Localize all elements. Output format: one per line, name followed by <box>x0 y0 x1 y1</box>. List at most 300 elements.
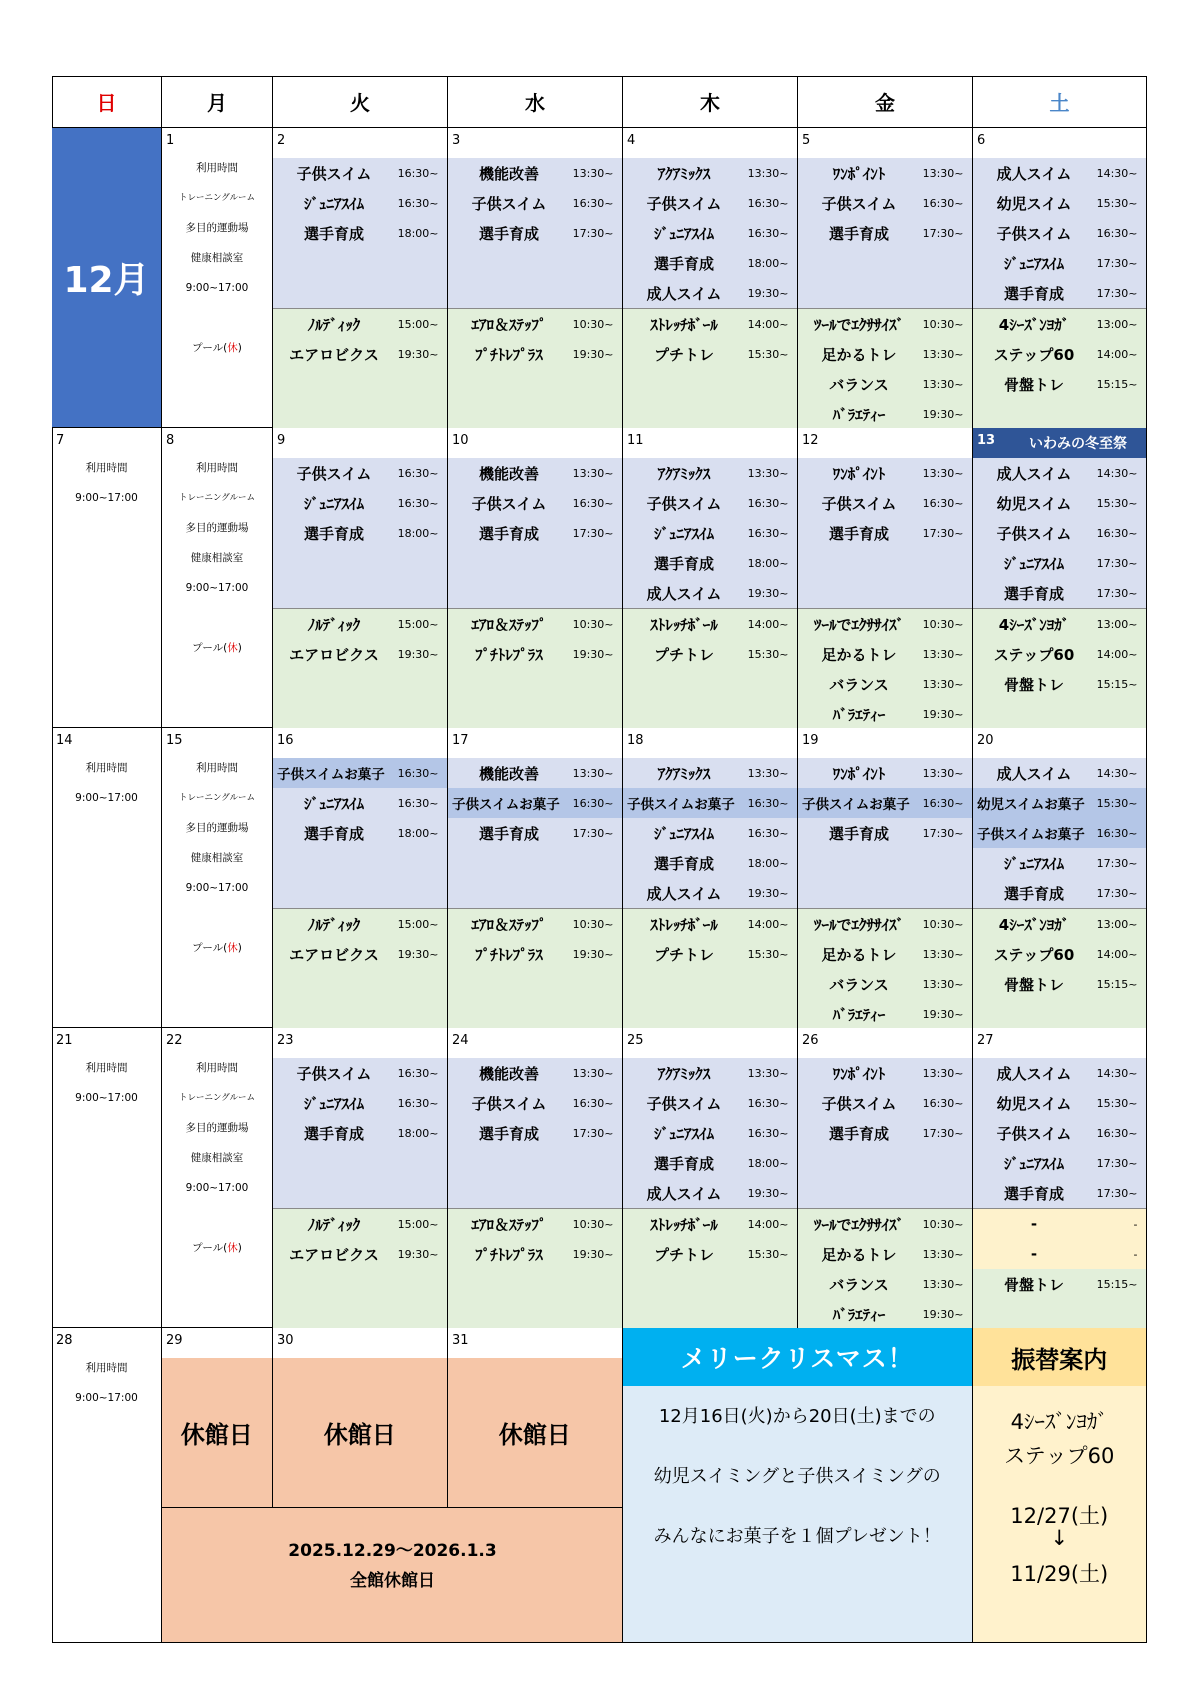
class-name: ｱｸｱﾐｯｸｽ <box>657 1064 711 1083</box>
class-time: 16:30~ <box>397 796 439 810</box>
class-time: 13:30~ <box>922 1247 964 1261</box>
day-cell-sun <box>52 128 162 428</box>
day-number: 18 <box>627 733 644 748</box>
pool-label: プール( <box>192 342 228 354</box>
hours-value: 9:00~17:00 <box>75 792 138 804</box>
class-time: 19:30~ <box>572 947 614 961</box>
class-name: 機能改善 <box>478 1064 539 1083</box>
class-time: 13:30~ <box>922 1277 964 1291</box>
class-time: 17:30~ <box>922 826 964 840</box>
schedule-row <box>973 548 1146 578</box>
day-cell-fri <box>798 428 973 728</box>
class-name: 選手育成 <box>828 224 889 243</box>
class-name: ｴｱﾛ＆ｽﾃｯﾌﾟ <box>471 615 547 634</box>
schedule-block <box>623 758 797 908</box>
facility-hours-line: トレーニングルーム <box>178 793 256 803</box>
class-time: 17:30~ <box>1096 856 1138 870</box>
class-time: 17:30~ <box>922 226 964 240</box>
class-name: 選手育成 <box>1003 1184 1064 1203</box>
class-name: ｴｱﾛ＆ｽﾃｯﾌﾟ <box>471 915 547 934</box>
schedule-row <box>448 188 622 218</box>
class-name: バランス <box>829 1275 889 1294</box>
class-time: 14:00~ <box>747 1217 789 1231</box>
schedule-row <box>273 909 447 939</box>
schedule-block <box>448 608 622 728</box>
class-name: 骨盤トレ <box>1003 975 1064 994</box>
class-time: 16:30~ <box>397 1096 439 1110</box>
class-name: ﾉﾙﾃﾞｨｯｸ <box>307 1215 361 1234</box>
class-name: 4ｼｰｽﾞﾝﾖｶﾞ <box>998 315 1070 334</box>
day-cell-sat <box>973 428 1147 728</box>
day-number: 25 <box>627 1033 644 1048</box>
schedule-row <box>973 458 1146 488</box>
day-number: 17 <box>452 733 469 748</box>
class-time: 17:30~ <box>572 826 614 840</box>
schedule-row <box>623 609 797 639</box>
schedule-row <box>798 669 972 699</box>
hours-label: 利用時間 <box>85 1362 128 1374</box>
schedule-row <box>973 188 1146 218</box>
schedule-row <box>448 909 622 939</box>
class-name: 機能改善 <box>478 464 539 483</box>
class-name: ｴｱﾛ＆ｽﾃｯﾌﾟ <box>471 315 547 334</box>
day-number: 27 <box>977 1033 994 1048</box>
class-time: 16:30~ <box>922 496 964 510</box>
day-number: 2 <box>277 133 286 148</box>
class-name: 足かるトレ <box>821 945 897 964</box>
facility-hours-line: 利用時間 <box>196 162 238 174</box>
class-time: 14:00~ <box>1096 347 1138 361</box>
schedule-block <box>798 158 972 308</box>
class-time: 10:30~ <box>572 317 614 331</box>
pool-status <box>162 933 272 963</box>
class-name: 子供スイム <box>821 194 897 213</box>
class-name: 成人スイム <box>996 464 1072 483</box>
class-time: 16:30~ <box>397 766 439 780</box>
schedule-block <box>798 758 972 908</box>
class-name: ﾉﾙﾃﾞｨｯｸ <box>307 615 361 634</box>
class-time: 16:30~ <box>1096 1126 1138 1140</box>
pool-label: プール( <box>192 1242 228 1254</box>
class-time: 16:30~ <box>747 526 789 540</box>
day-cell-sun <box>52 1028 162 1328</box>
schedule-row <box>798 339 972 369</box>
class-name: ﾉﾙﾃﾞｨｯｸ <box>307 915 361 934</box>
facility-hours-line: 9:00~17:00 <box>185 282 249 294</box>
class-name: 子供スイムお菓子 <box>802 797 910 813</box>
schedule-row <box>798 1058 972 1088</box>
schedule-row <box>623 548 797 578</box>
class-time: 15:00~ <box>397 917 439 931</box>
class-name: ステップ60 <box>993 945 1075 964</box>
pool-status <box>162 633 272 663</box>
schedule-row <box>448 488 622 518</box>
day-cell-sun <box>52 428 162 728</box>
facility-hours-line: 健康相談室 <box>190 252 244 264</box>
class-time: 10:30~ <box>922 917 964 931</box>
class-time: 15:15~ <box>1096 1277 1138 1291</box>
schedule-block <box>623 458 797 608</box>
facility-hours-line: 健康相談室 <box>190 852 244 864</box>
schedule-block <box>273 308 447 428</box>
facility-hours-line: 9:00~17:00 <box>185 1182 249 1194</box>
schedule-row <box>623 848 797 878</box>
class-name: ﾂｰﾙでｴｸｻｻｲｽﾞ <box>813 915 904 934</box>
class-time: 18:00~ <box>397 226 439 240</box>
class-time: 10:30~ <box>572 617 614 631</box>
day-cell-fri <box>798 728 973 1028</box>
class-name: バランス <box>829 375 889 394</box>
day-cell-sun <box>52 1328 162 1643</box>
class-name: ﾊﾞﾗｴﾃｨｰ <box>832 1305 886 1324</box>
closed-day: 休館日 <box>448 1358 622 1507</box>
class-time: 13:30~ <box>922 977 964 991</box>
schedule-row <box>798 639 972 669</box>
schedule-row <box>973 369 1146 399</box>
day-cell-fri <box>798 128 973 428</box>
class-name: バランス <box>829 675 889 694</box>
class-time: 17:30~ <box>572 1126 614 1140</box>
class-time: 16:30~ <box>572 196 614 210</box>
facility-hours-line: 利用時間 <box>196 462 238 474</box>
class-name: ｱｸｱﾐｯｸｽ <box>657 464 711 483</box>
class-time: 17:30~ <box>922 526 964 540</box>
pool-closed-mark: 休 <box>227 1242 238 1254</box>
schedule-row <box>973 339 1146 369</box>
day-cell-sat <box>973 128 1147 428</box>
schedule-row <box>273 1209 447 1239</box>
class-time: 13:30~ <box>922 947 964 961</box>
christmas-body <box>623 1386 972 1642</box>
class-time: 17:30~ <box>922 1126 964 1140</box>
schedule-row <box>448 1058 622 1088</box>
class-time: 15:15~ <box>1096 677 1138 691</box>
class-name: 選手育成 <box>828 1124 889 1143</box>
schedule-row <box>273 788 447 818</box>
schedule-row <box>973 488 1146 518</box>
class-name: 子供スイム <box>821 1094 897 1113</box>
makeup-line: ↓ <box>1050 1526 1069 1550</box>
closure-range: 2025.12.29～2026.1.3 <box>288 1541 497 1561</box>
day-number: 21 <box>56 1033 73 1048</box>
schedule-block <box>798 458 972 608</box>
schedule-block <box>623 308 797 428</box>
class-time: 14:00~ <box>1096 947 1138 961</box>
day-cell-tue <box>273 728 448 1028</box>
day-number: 14 <box>56 733 73 748</box>
class-time: 19:30~ <box>572 647 614 661</box>
class-time: 10:30~ <box>922 617 964 631</box>
schedule-row <box>448 458 622 488</box>
weekday-header: 金 <box>798 76 973 128</box>
class-name: ｼﾞｭﾆｱｽｲﾑ <box>653 224 714 243</box>
class-name: 選手育成 <box>303 224 364 243</box>
schedule-block <box>623 608 797 728</box>
class-name: 選手育成 <box>828 524 889 543</box>
schedule-block <box>623 908 797 1028</box>
closed-day: 休館日 <box>273 1358 447 1507</box>
schedule-row <box>623 909 797 939</box>
pool-label-end: ) <box>237 342 242 354</box>
schedule-row <box>623 939 797 969</box>
schedule-block <box>448 308 622 428</box>
class-time: 16:30~ <box>747 1126 789 1140</box>
class-time: 13:30~ <box>747 466 789 480</box>
day-number: 19 <box>802 733 819 748</box>
weekday-header: 火 <box>273 76 448 128</box>
class-name: 子供スイム <box>996 224 1072 243</box>
class-name: ﾊﾞﾗｴﾃｨｰ <box>832 705 886 724</box>
class-time: 15:30~ <box>1096 196 1138 210</box>
facility-hours-line: トレーニングルーム <box>178 1093 256 1103</box>
day-number: 28 <box>56 1333 73 1348</box>
day-number: 9 <box>277 433 286 448</box>
schedule-row <box>623 309 797 339</box>
class-time: 13:30~ <box>747 766 789 780</box>
class-name: ｼﾞｭﾆｱｽｲﾑ <box>303 794 364 813</box>
day-cell-mon <box>162 1028 273 1328</box>
schedule-row <box>973 609 1146 639</box>
schedule-block <box>448 1058 622 1208</box>
makeup-notice <box>973 1328 1147 1643</box>
class-time: 17:30~ <box>572 226 614 240</box>
schedule-row <box>798 1209 972 1239</box>
class-name: ﾜﾝﾎﾟｲﾝﾄ <box>832 1064 886 1083</box>
class-time: 15:00~ <box>397 317 439 331</box>
class-name: ｽﾄﾚｯﾁﾎﾞｰﾙ <box>650 615 718 634</box>
schedule-row <box>273 488 447 518</box>
schedule-row <box>448 1209 622 1239</box>
class-name: ﾌﾟﾁﾄﾚﾌﾟﾗｽ <box>475 945 543 964</box>
schedule-row <box>798 1269 972 1299</box>
facility-hours-line: 9:00~17:00 <box>185 882 249 894</box>
pool-label-end: ) <box>237 642 242 654</box>
day-cell-tue <box>273 128 448 428</box>
schedule-row <box>973 758 1146 788</box>
class-name: ｼﾞｭﾆｱｽｲﾑ <box>1003 854 1064 873</box>
day-number: 30 <box>277 1333 294 1348</box>
schedule-row <box>623 218 797 248</box>
class-name: ｼﾞｭﾆｱｽｲﾑ <box>1003 1154 1064 1173</box>
facility-hours-line: 多目的運動場 <box>185 822 249 834</box>
day-cell-wed <box>448 728 623 1028</box>
class-time: 14:30~ <box>1096 766 1138 780</box>
class-name: 成人スイム <box>996 164 1072 183</box>
class-name: エアロビクス <box>289 1245 379 1264</box>
class-name: 子供スイム <box>821 494 897 513</box>
class-name: 選手育成 <box>478 1124 539 1143</box>
class-time: 15:30~ <box>747 647 789 661</box>
class-time: 16:30~ <box>1096 526 1138 540</box>
class-time: - <box>1133 1217 1138 1231</box>
class-name: ﾊﾞﾗｴﾃｨｰ <box>832 405 886 424</box>
schedule-row <box>973 1269 1146 1299</box>
schedule-row <box>623 1178 797 1208</box>
class-time: 16:30~ <box>397 196 439 210</box>
class-name: 骨盤トレ <box>1003 1275 1064 1294</box>
class-time: 16:30~ <box>397 466 439 480</box>
class-time: 16:30~ <box>747 496 789 510</box>
class-name: プチトレ <box>653 1245 714 1264</box>
schedule-block <box>273 1058 447 1208</box>
class-name: ｼﾞｭﾆｱｽｲﾑ <box>303 1094 364 1113</box>
pool-label: プール( <box>192 642 228 654</box>
day-number: 20 <box>977 733 994 748</box>
schedule-row <box>448 158 622 188</box>
schedule-block <box>448 458 622 608</box>
schedule-row <box>798 939 972 969</box>
day-number: 16 <box>277 733 294 748</box>
schedule-block <box>448 758 622 908</box>
hours-value: 9:00~17:00 <box>75 492 138 504</box>
class-time: 13:00~ <box>1096 917 1138 931</box>
day-cell-wed <box>448 1028 623 1328</box>
class-time: 18:00~ <box>747 1156 789 1170</box>
facility-hours-line: 多目的運動場 <box>185 222 249 234</box>
class-name: 子供スイムお菓子 <box>977 827 1085 843</box>
class-name: 機能改善 <box>478 164 539 183</box>
schedule-row <box>623 1239 797 1269</box>
schedule-block <box>973 308 1146 428</box>
class-time: 15:30~ <box>1096 496 1138 510</box>
class-name: 選手育成 <box>653 254 714 273</box>
class-name: 子供スイム <box>996 1124 1072 1143</box>
schedule-block <box>623 1208 797 1328</box>
class-time: 17:30~ <box>572 526 614 540</box>
class-time: 10:30~ <box>572 1217 614 1231</box>
schedule-row <box>448 639 622 669</box>
schedule-row <box>448 788 622 818</box>
schedule-row <box>798 369 972 399</box>
class-name: 子供スイムお菓子 <box>452 797 560 813</box>
schedule-row <box>448 309 622 339</box>
schedule-row <box>623 578 797 608</box>
class-name: 骨盤トレ <box>1003 375 1064 394</box>
schedule-row <box>448 218 622 248</box>
class-name: 選手育成 <box>1003 884 1064 903</box>
schedule-row <box>623 518 797 548</box>
schedule-row <box>448 939 622 969</box>
schedule-row <box>973 909 1146 939</box>
class-time: 15:30~ <box>1096 1096 1138 1110</box>
schedule-block <box>448 158 622 308</box>
day-cell-tue <box>273 1328 448 1508</box>
schedule-row <box>273 339 447 369</box>
christmas-line: 12月16日(火)から20日(土)までの <box>658 1406 936 1427</box>
schedule-row <box>798 1118 972 1148</box>
schedule-row <box>623 758 797 788</box>
schedule-row <box>798 1299 972 1329</box>
facility-hours-line: トレーニングルーム <box>178 493 256 503</box>
schedule-row <box>273 609 447 639</box>
class-name: 選手育成 <box>653 1154 714 1173</box>
class-time: 16:30~ <box>1096 826 1138 840</box>
class-name: 子供スイム <box>646 1094 722 1113</box>
schedule-row <box>448 1118 622 1148</box>
day-cell-sun <box>52 728 162 1028</box>
class-time: 19:30~ <box>572 1247 614 1261</box>
schedule-row <box>273 939 447 969</box>
day-cell-tue <box>273 428 448 728</box>
class-name: 子供スイムお菓子 <box>277 767 385 783</box>
schedule-block <box>973 458 1146 608</box>
schedule-block <box>273 608 447 728</box>
schedule-block <box>448 1208 622 1328</box>
weekday-header: 土 <box>973 76 1147 128</box>
day-number: 26 <box>802 1033 819 1048</box>
class-time: 19:30~ <box>397 647 439 661</box>
class-name: 子供スイム <box>471 1094 547 1113</box>
schedule-row <box>623 1058 797 1088</box>
schedule-block <box>973 908 1146 1028</box>
class-time: 16:30~ <box>747 226 789 240</box>
schedule-row <box>448 1088 622 1118</box>
class-time: 16:30~ <box>922 1096 964 1110</box>
class-name: プチトレ <box>653 645 714 664</box>
class-time: 13:30~ <box>572 466 614 480</box>
class-name: ｴｱﾛ＆ｽﾃｯﾌﾟ <box>471 1215 547 1234</box>
schedule-block <box>798 608 972 728</box>
day-number: 13 <box>977 433 996 448</box>
schedule-row <box>973 1239 1146 1269</box>
weekday-header: 日 <box>52 76 162 128</box>
class-name: 選手育成 <box>478 824 539 843</box>
schedule-row <box>273 218 447 248</box>
class-time: 18:00~ <box>397 826 439 840</box>
schedule-row <box>623 818 797 848</box>
schedule-row <box>973 639 1146 669</box>
class-name: ｼﾞｭﾆｱｽｲﾑ <box>303 494 364 513</box>
class-time: 15:00~ <box>397 1217 439 1231</box>
class-time: 13:30~ <box>922 347 964 361</box>
class-name: 幼児スイム <box>996 494 1072 513</box>
schedule-row <box>273 1058 447 1088</box>
day-cell-sat <box>973 728 1147 1028</box>
day-number: 5 <box>802 133 811 148</box>
schedule-row <box>798 218 972 248</box>
class-time: 16:30~ <box>747 826 789 840</box>
day-cell-thu <box>623 1028 798 1328</box>
class-time: 17:30~ <box>1096 286 1138 300</box>
class-name: ﾉﾙﾃﾞｨｯｸ <box>307 315 361 334</box>
schedule-block <box>973 158 1146 308</box>
day-number: 12 <box>802 433 819 448</box>
schedule-row <box>448 818 622 848</box>
pool-label-end: ) <box>237 1242 242 1254</box>
schedule-row <box>273 458 447 488</box>
schedule-row <box>798 609 972 639</box>
class-time: 14:30~ <box>1096 1066 1138 1080</box>
class-name: ﾌﾟﾁﾄﾚﾌﾟﾗｽ <box>475 1245 543 1264</box>
pool-status <box>162 333 272 363</box>
facility-hours-line: 多目的運動場 <box>185 1122 249 1134</box>
schedule-row <box>798 188 972 218</box>
schedule-row <box>798 158 972 188</box>
class-name: ｽﾄﾚｯﾁﾎﾞｰﾙ <box>650 915 718 934</box>
class-name: ｽﾄﾚｯﾁﾎﾞｰﾙ <box>650 315 718 334</box>
class-time: 18:00~ <box>747 856 789 870</box>
schedule-row <box>798 758 972 788</box>
class-time: 15:15~ <box>1096 977 1138 991</box>
class-time: 19:30~ <box>747 586 789 600</box>
day-number: 1 <box>166 133 175 148</box>
class-time: 19:30~ <box>397 1247 439 1261</box>
class-name: 子供スイム <box>296 464 372 483</box>
class-name: 子供スイム <box>646 194 722 213</box>
schedule-row <box>973 848 1146 878</box>
schedule-row <box>273 188 447 218</box>
schedule-row <box>798 909 972 939</box>
